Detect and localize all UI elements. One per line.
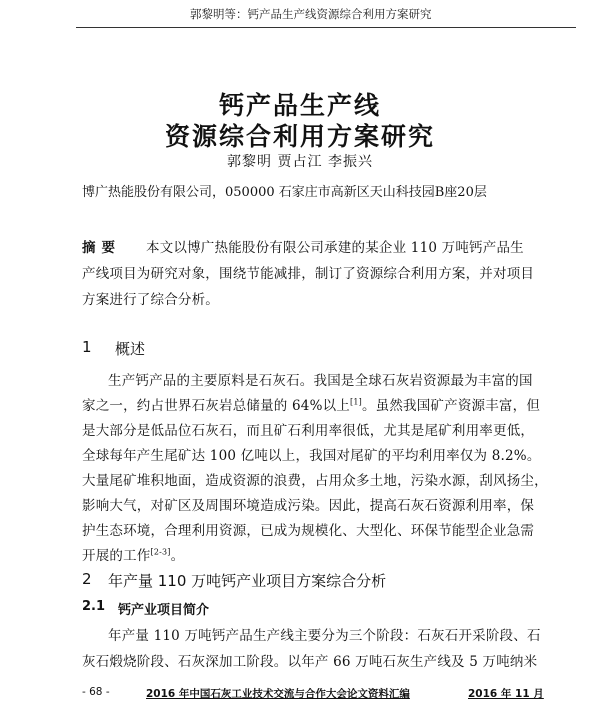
subsection-2-1-number: 2.1 [82,599,106,614]
body-line: 年产量 110 万吨钙产品生产线主要分为三个阶段：石灰石开采阶段、石 [108,628,541,644]
body-line: 护生态环境，合理利用资源，已成为规模化、大型化、环保节能型企业急需 [82,523,535,539]
body-line: 生产钙产品的主要原料是石灰石。我国是全球石灰岩资源最为丰富的国 [108,373,533,389]
body-line: 是大部分是低品位石灰石，而且矿石利用率很低，尤其是尾矿利用率更低， [82,423,535,439]
title-line-2: 资源综合利用方案研究 [164,122,435,151]
citation: [1] [350,397,362,407]
abstract-line: 方案进行了综合分析。 [82,292,219,308]
footer-date: 2016 年 11 月 [468,688,544,700]
abstract-line: 本文以博广热能股份有限公司承建的某企业 110 万吨钙产品生 [146,240,524,256]
body-line: 家之一，约占世界石灰岩总储量的 64%以上[1]。虽然我国矿产资源丰富，但 [82,397,541,414]
section-2-title: 年产量 110 万吨钙产业项目方案综合分析 [108,572,387,590]
header-rule [76,27,576,28]
page-number: - 68 - [82,686,110,698]
affiliation: 博广热能股份有限公司，050000 石家庄市高新区天山科技园B座20层 [82,185,487,200]
title-line-1: 钙产品生产线 [218,91,381,120]
abstract-line: 产线项目为研究对象，围绕节能减排，制订了资源综合利用方案，并对项目 [82,266,535,282]
body-line: 开展的工作[2-3]。 [82,547,185,564]
citation: [2-3] [150,547,171,557]
footer-source: 2016 年中国石灰工业技术交流与合作大会论文资料汇编 [146,688,410,700]
body-line: 全球每年产生尾矿达 100 亿吨以上，我国对尾矿的平均利用率仅为 8.2%。 [82,448,541,464]
section-1-number: 1 [82,338,92,356]
abstract-label: 摘要 [82,240,121,256]
subsection-2-1-title: 钙产业项目简介 [118,603,210,618]
authors: 郭黎明 贾占江 李振兴 [227,154,373,170]
section-2-number: 2 [82,570,92,588]
body-line: 影响大气，对矿区及周围环境造成污染。因此，提高石灰石资源利用率，保 [82,498,535,514]
section-1-title: 概述 [115,340,146,358]
body-line: 灰石煅烧阶段、石灰深加工阶段。以年产 66 万吨石灰生产线及 5 万吨纳米 [82,654,538,670]
running-header: 郭黎明等：钙产品生产线资源综合利用方案研究 [190,7,432,21]
body-line: 大量尾矿堆积地面，造成资源的浪费，占用众多土地，污染水源，刮风扬尘， [82,473,548,489]
